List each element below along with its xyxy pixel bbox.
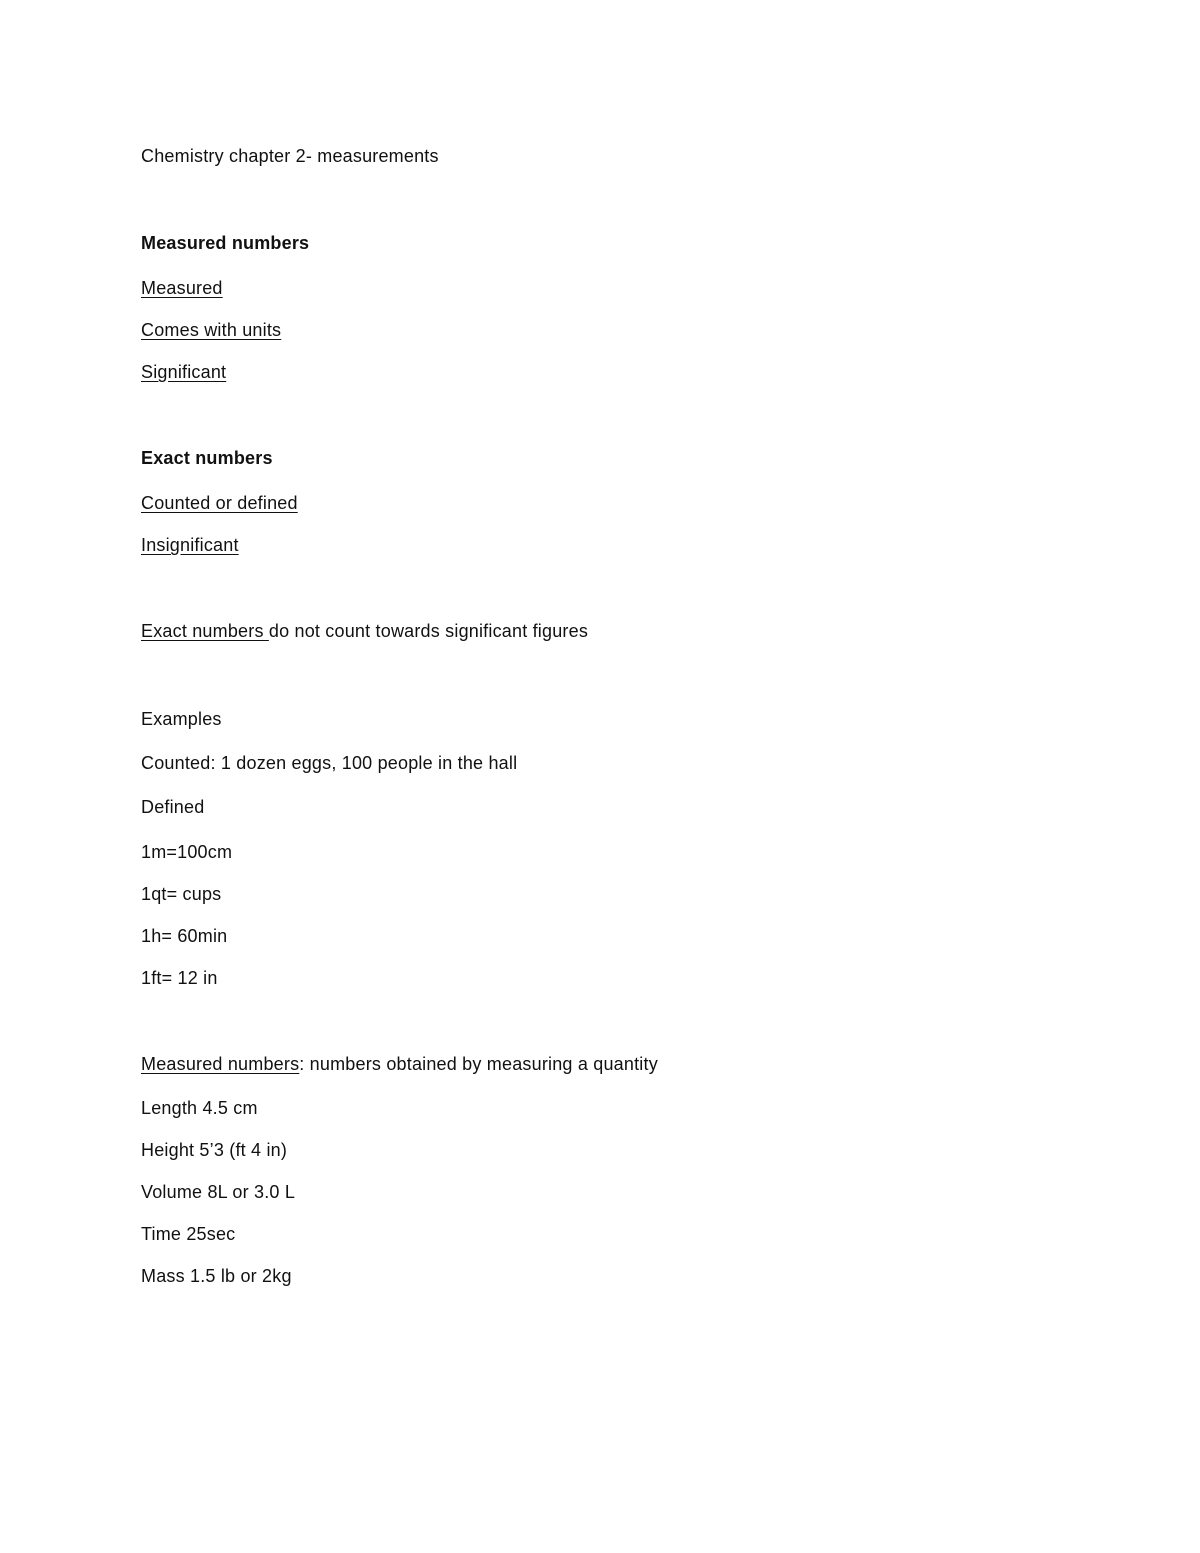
defined-item: 1h= 60min	[141, 926, 228, 946]
measured-definition	[141, 1053, 658, 1075]
examples-heading: Examples	[141, 709, 222, 729]
measured-example: Time 25sec	[141, 1224, 236, 1244]
counted-example	[141, 752, 517, 774]
counted-label: Counted:	[141, 753, 216, 773]
defined-item: 1ft= 12 in	[141, 968, 218, 988]
exact-note	[141, 620, 588, 642]
document-title: Chemistry chapter 2- measurements	[141, 146, 439, 166]
exact-note-term: Exact numbers	[141, 621, 269, 641]
measured-example: Length 4.5 cm	[141, 1098, 258, 1118]
measured-example: Height 5’3 (ft 4 in)	[141, 1140, 288, 1160]
defined-item: 1qt= cups	[141, 884, 222, 904]
exact-item: Insignificant	[141, 535, 239, 555]
measured-definition-text: : numbers obtained by measuring a quantity	[299, 1054, 658, 1074]
measured-item: Measured	[141, 278, 223, 298]
exact-note-text: do not count towards significant figures	[268, 621, 589, 641]
defined-item: 1m=100cm	[141, 842, 233, 862]
exact-numbers-heading: Exact numbers	[141, 448, 273, 468]
measured-example: Volume 8L or 3.0 L	[141, 1182, 296, 1202]
measured-example: Mass 1.5 lb or 2kg	[141, 1266, 292, 1286]
exact-item: Counted or defined	[141, 493, 298, 513]
defined-label: Defined	[141, 797, 205, 817]
measured-definition-term: Measured numbers	[141, 1054, 300, 1074]
measured-item: Comes with units	[141, 320, 282, 340]
measured-numbers-heading: Measured numbers	[141, 233, 310, 253]
measured-item: Significant	[141, 362, 227, 382]
counted-text: 1 dozen eggs, 100 people in the hall	[215, 753, 518, 773]
